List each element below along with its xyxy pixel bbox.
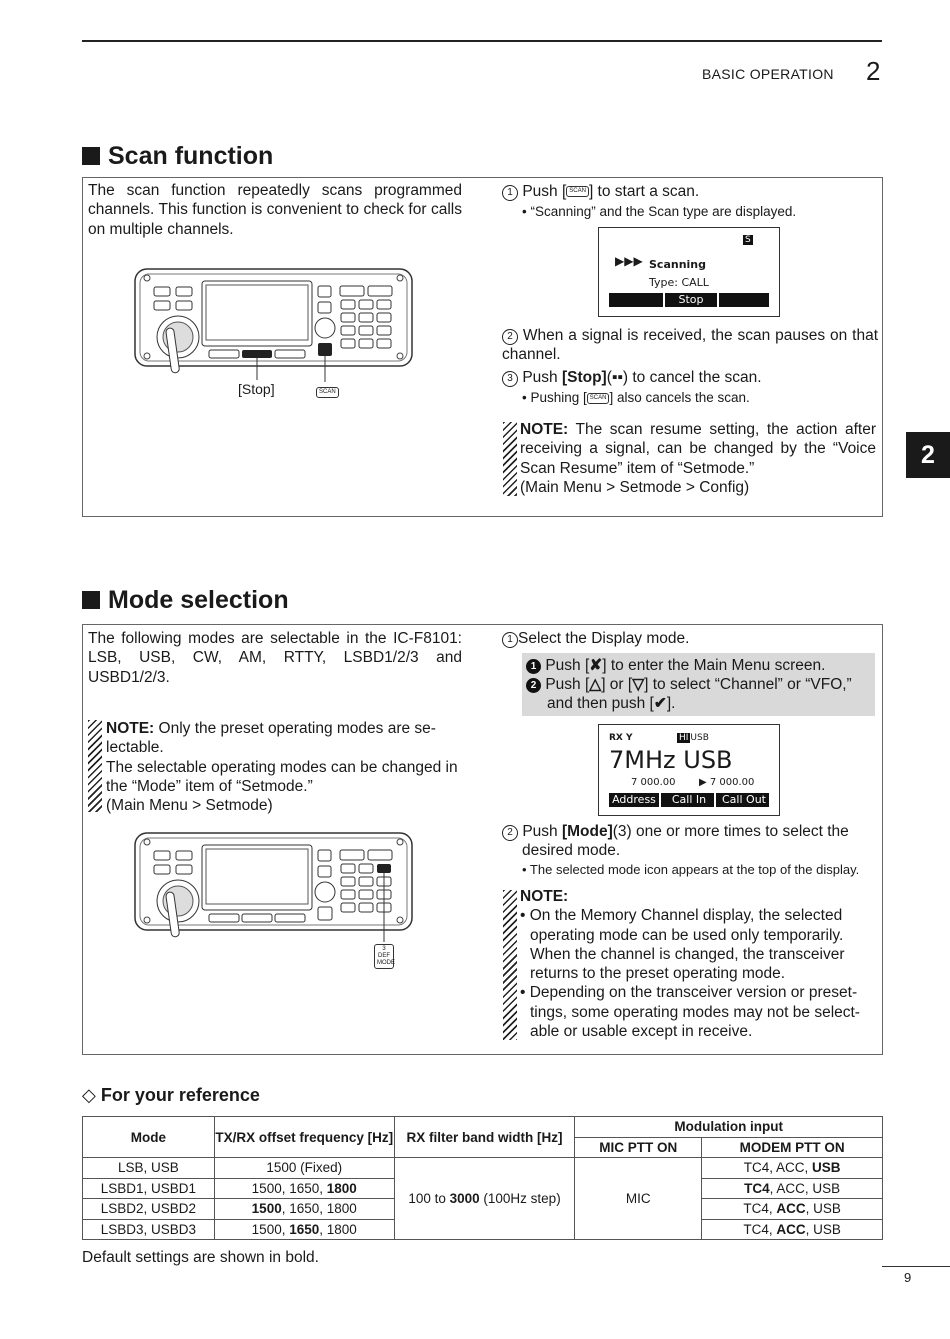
scan-step-1: 1 Push [ SCAN ] to start a scan. [502,182,878,201]
mode-section-title: Mode selection [82,586,289,615]
softkey-stop[interactable]: Stop [663,293,719,307]
note-hatch-marker [503,422,517,496]
cell-modem: TC4, ACC, USB [702,1178,883,1199]
header-rule [82,40,882,42]
mode-intro: The following modes are selectable in the IC-F8101: LSB, USB, CW, AM, RTTY, LSBD1/2/3 and USBD1/2/3. [88,630,462,686]
hi-icon: HI [679,733,689,743]
cell-offset: 1500, 1650, 1800 [214,1178,394,1199]
cell-modem: TC4, ACC, USB [702,1219,883,1240]
mode-substep-2: 2 Push [△] or [▽] to select “Channel” or “VFO,” and then push [✔]. [526,675,874,714]
table-row [83,1158,883,1179]
cell-mode: LSBD3, USBD3 [83,1219,215,1240]
header-modulation-input: Modulation input [575,1117,883,1138]
step-number-2: 2 [502,825,518,841]
rx-antenna-icon: RX Y [609,733,633,743]
mode-lcd-frequency: 7MHz USB [609,746,733,774]
mode-step-2: 2 Push [Mode](3) one or more times to select the desired mode. [502,822,878,861]
cell-mode: LSBD1, USBD1 [83,1178,215,1199]
header-txrx-offset: TX/RX offset frequency [Hz] [214,1117,394,1158]
mode-key-icon: 3 DEF MODE [374,944,394,969]
black-square-icon [82,591,100,609]
mode-indicator: HI USB [679,733,709,743]
header-rx-filter: RX filter band width [Hz] [394,1117,575,1158]
scan-key-icon: SCAN [566,186,589,197]
cell-offset: 1500 (Fixed) [214,1158,394,1179]
scan-intro: The scan function repeatedly scans programmed channels. This function is convenient to check for calls on multiple channels. [88,182,462,238]
mode-substep-1: 1 Push [✘] to enter the Main Menu screen. [526,656,874,675]
scan-lcd-line1: Scanning [649,258,707,271]
cell-offset: 1500, 1650, 1800 [214,1199,394,1220]
mode-note: NOTE: Only the preset operating modes are se- lectable. The selectable operating modes can be changed in the “Mode” item of “Setmode.” (Main Menu > Setmode) [106,720,458,815]
cell-rx-filter: 100 to 3000 (100Hz step) [394,1158,575,1240]
cell-modem: TC4, ACC, USB [702,1199,883,1220]
substep-number-2: 2 [526,678,541,693]
softkey-address[interactable]: Address [609,793,661,807]
chapter-number: 2 [866,56,881,86]
softkey-call-out[interactable]: Call Out [719,793,769,807]
cell-mode: LSB, USB [83,1158,215,1179]
scan-key-icon: SCAN [316,387,339,398]
scan-step-3-bullet: • Pushing [ SCAN ] also cancels the scan. [522,390,750,405]
cell-mode: LSBD2, USBD2 [83,1199,215,1220]
callout-mode-key [374,944,394,969]
arrow-right-icon: ▶ [699,777,710,788]
scan-step-2: 2 When a signal is received, the scan pauses on that channel. [502,327,878,364]
scan-lcd-line2: Type: CALL [649,276,709,289]
step-number-3: 3 [502,371,518,387]
scan-key-icon: SCAN [587,393,610,404]
section-label: BASIC OPERATION [702,66,834,82]
header-mode: Mode [83,1117,215,1158]
note-hatch-marker [503,890,517,1040]
callout-stop-label: [Stop] [238,381,275,397]
substep-number-1: 1 [526,659,541,674]
play-triangles-icon: ▶▶▶ [615,254,643,268]
cell-offset: 1500, 1650, 1800 [214,1219,394,1240]
scan-lcd-display [598,227,780,317]
mode-step-2-bullet: • The selected mode icon appears at the top of the display. [522,862,860,877]
mode-step-1: 1 Select the Display mode. [502,629,878,648]
scan-step-3: 3 Push [Stop](▪▪) to cancel the scan. [502,368,878,387]
mode-lcd-display [598,724,780,816]
page-number-rule [882,1266,950,1267]
reference-title: ◇ For your reference [82,1085,260,1105]
diamond-icon: ◇ [82,1085,96,1105]
scan-mode-icon: S [745,235,751,245]
chapter-side-tab[interactable]: 2 [906,432,950,478]
softkey-call-in[interactable]: Call In [664,793,716,807]
scan-note: NOTE: The scan resume setting, the action after receiving a signal, can be changed by the “Voice Scan Resume” item of “Setmode.” (Main Menu > Setmode > Config) [520,421,876,496]
step-number-1: 1 [502,185,518,201]
scan-softkey-bar [609,293,769,307]
scan-section-title: Scan function [82,142,273,171]
step-number-2: 2 [502,329,518,345]
cell-modem: TC4, ACC, USB [702,1158,883,1179]
reference-footnote: Default settings are shown in bold. [82,1249,319,1266]
mode-lcd-freq-b: ▶ 7 000.00 [699,777,755,788]
page-number: 9 [904,1270,912,1285]
reference-table [82,1116,883,1240]
scan-step-1-bullet: • “Scanning” and the Scan type are displayed. [522,204,797,219]
step-number-1: 1 [502,632,518,648]
header-mic-ptt: MIC PTT ON [575,1137,702,1158]
note-hatch-marker [88,720,102,812]
black-square-icon [82,147,100,165]
mode-softkey-bar [609,793,769,807]
cell-mic: MIC [575,1158,702,1240]
mode-lcd-freq-a: 7 000.00 [631,777,676,788]
radio-front-panel-mode [134,830,414,960]
mode-note-2: NOTE: • On the Memory Channel display, the selected operating mode can be used only temporarily. When the channel is changed, the transceiver returns to the preset operating mode. • Depending on the transceiver version or preset- tings, some operating modes may not be select- able or usable except in receive. [520,888,860,1041]
header-modem-ptt: MODEM PTT ON [702,1137,883,1158]
callout-scan-key [316,384,339,402]
